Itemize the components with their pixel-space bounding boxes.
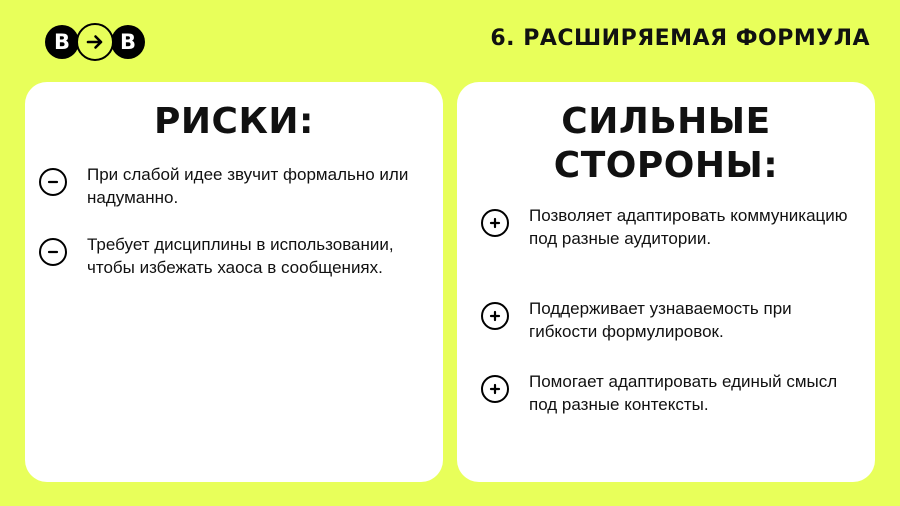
risk-item [39,233,429,279]
strength-item [481,370,861,416]
risks-panel [25,82,443,482]
plus-circle-icon [481,209,509,237]
risk-item-text: Требует дисциплины в использовании, чтобы избежать хаоса в сообщениях. [87,235,394,277]
strengths-panel [457,82,875,482]
minus-circle-icon [39,238,67,266]
strength-item-text: Позволяет адаптировать коммуникацию под разные аудитории. [529,206,848,248]
strengths-title: СИЛЬНЫЕ СТОРОНЫ: [553,101,779,186]
plus-circle-icon [481,302,509,330]
arrow-right-icon-svg [85,32,105,52]
strength-item-text: Помогает адаптировать единый смысл под разные контексты. [529,372,838,414]
risk-item [39,163,429,209]
arrow-right-icon [76,23,114,61]
brand-logo [45,23,145,61]
page-title: 6. РАСШИРЯЕМАЯ ФОРМУЛА [490,26,870,51]
strength-item [481,204,861,250]
plus-circle-icon [481,375,509,403]
strength-item-text: Поддерживает узнаваемость при гибкости формулировок. [529,299,792,341]
risks-title: РИСКИ: [154,101,314,142]
risk-item-text: При слабой идее звучит формально или надуманно. [87,165,409,207]
minus-circle-icon [39,168,67,196]
logo-letter-left: B [45,25,79,59]
logo-letter-right: B [111,25,145,59]
strength-item [481,297,861,343]
